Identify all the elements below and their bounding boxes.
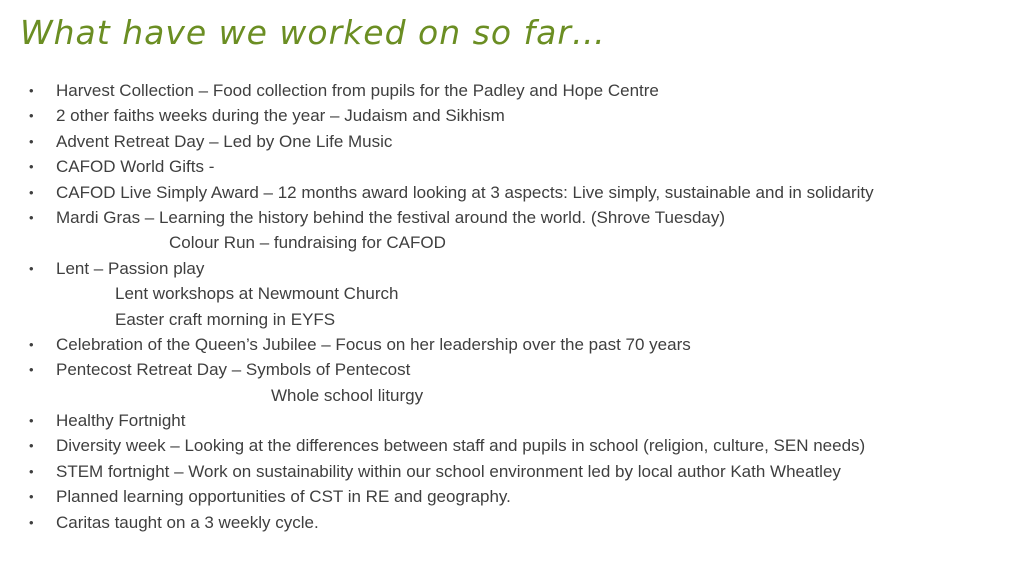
list-item-text: Diversity week – Looking at the differences between staff and pupils in school (religion, culture, SEN needs): [56, 436, 866, 456]
list-item-text: 2 other faiths weeks during the year – Judaism and Sikhism: [56, 106, 505, 126]
list-item-text: Pentecost Retreat Day – Symbols of Pentecost: [56, 360, 411, 380]
list-subitem: [0, 383, 1024, 408]
list-subitem-text: Whole school liturgy: [271, 385, 424, 405]
list-item: [0, 408, 1024, 433]
bullet-icon: •: [29, 108, 34, 124]
list-item-text: Healthy Fortnight: [56, 411, 186, 431]
list-item-text: CAFOD World Gifts -: [56, 157, 215, 177]
list-item-text: Mardi Gras – Learning the history behind the festival around the world. (Shrove Tuesday): [56, 207, 726, 227]
list-item: [0, 129, 1024, 154]
list-item-text: Lent – Passion play: [56, 258, 205, 278]
list-item-text: Caritas taught on a 3 weekly cycle.: [56, 512, 319, 532]
slide-title: What have we worked on so far…: [20, 13, 606, 52]
list-item: [0, 103, 1024, 128]
list-item: [0, 205, 1024, 230]
list-item: [0, 510, 1024, 535]
list-item: [0, 433, 1024, 458]
list-item-text: Planned learning opportunities of CST in RE and geography.: [56, 487, 511, 507]
list-item: [0, 459, 1024, 484]
bullet-icon: •: [29, 438, 34, 454]
list-item: [0, 357, 1024, 382]
list-subitem-text: Easter craft morning in EYFS: [115, 309, 336, 329]
list-subitem-text: Colour Run – fundraising for CAFOD: [169, 233, 446, 253]
bullet-icon: •: [29, 83, 34, 98]
list-subitem-text: Lent workshops at Newmount Church: [115, 284, 399, 304]
list-item: [0, 484, 1024, 509]
list-item-text: Advent Retreat Day – Led by One Life Music: [56, 131, 393, 151]
list-item: [0, 332, 1024, 357]
list-item-text: STEM fortnight – Work on sustainability within our school environment led by local author Kath Wheatley: [56, 461, 841, 481]
bullet-icon: •: [29, 514, 34, 530]
bullet-icon: •: [29, 159, 34, 175]
list-subitem: [0, 230, 1024, 255]
list-item: [0, 78, 1024, 103]
list-item-text: Celebration of the Queen’s Jubilee – Focus on her leadership over the past 70 years: [56, 334, 691, 354]
bullet-icon: •: [29, 413, 34, 429]
bullet-icon: •: [29, 260, 34, 276]
list-item: [0, 256, 1024, 281]
list-item-text: Harvest Collection – Food collection from pupils for the Padley and Hope Centre: [56, 81, 659, 100]
list-item: [0, 180, 1024, 205]
bullet-icon: •: [29, 209, 34, 225]
list-item: [0, 154, 1024, 179]
list-item-text: CAFOD Live Simply Award – 12 months award looking at 3 aspects: Live simply, sustainable and in solidarity: [56, 182, 874, 202]
list-subitem: [0, 307, 1024, 332]
bullet-icon: •: [29, 336, 34, 352]
bullet-icon: •: [29, 133, 34, 149]
bullet-icon: •: [29, 489, 34, 505]
bullet-icon: •: [29, 184, 34, 200]
list-subitem: [0, 281, 1024, 306]
bullet-icon: •: [29, 463, 34, 479]
bullet-icon: •: [29, 362, 34, 378]
bullet-list: [0, 78, 1024, 535]
